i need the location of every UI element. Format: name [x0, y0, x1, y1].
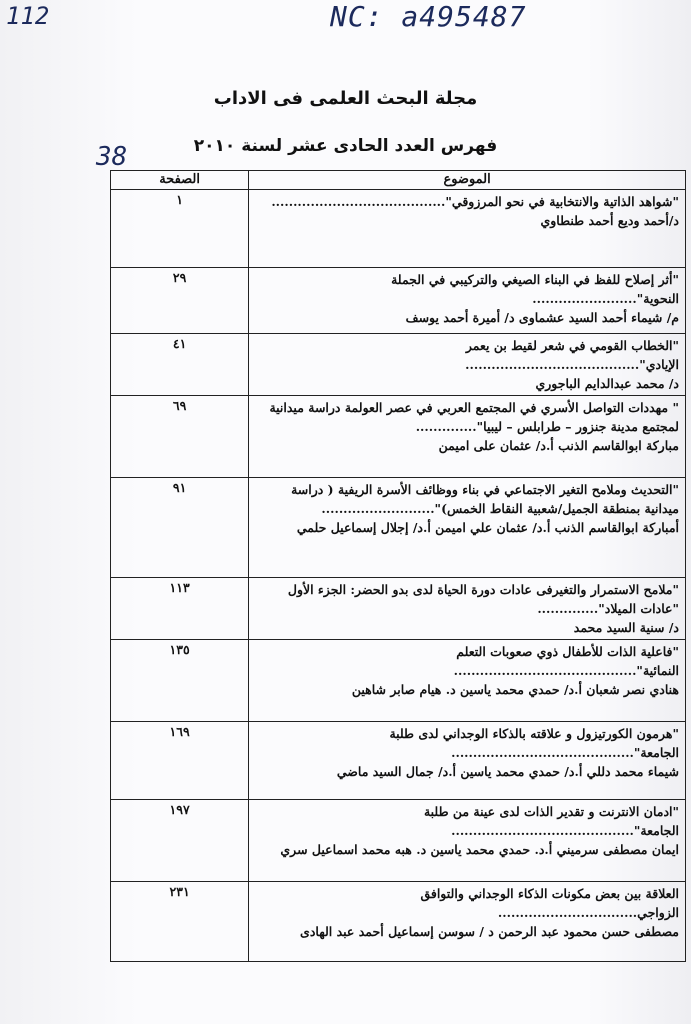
- index-title: فهرس العدد الحادى عشر لسنة ٢٠١٠: [193, 136, 498, 156]
- entry-authors: مباركة ابوالقاسم الذنب أ.د/ عثمان على اميمن: [438, 438, 679, 453]
- entry-authors: شيماء محمد دللي أ.د/ حمدي محمد ياسين أ.د/ جمال السيد ماضي: [336, 764, 679, 779]
- entry-authors: أمباركة ابوالقاسم الذنب أ.د/ عثمان علي اميمن أ.د/ إجلال إسماعيل حلمي: [296, 520, 679, 535]
- entry-authors: هنادي نصر شعبان أ.د/ حمدي محمد ياسين د. هيام صابر شاهين: [351, 682, 679, 697]
- entry-title: "التحديث وملامح التغير الاجتماعي في بناء ووظائف الأسرة الريفية ( دراسة ميدانية بمنطقة الجميل/شعبية النقاط الخمس)"..........................: [291, 482, 679, 516]
- entry-title: " مهددات التواصل الأسري في المجتمع العربي في عصر العولمة دراسة ميدانية لمجتمع مدينة جنزور – طرابلس – ليبيا"..............: [269, 400, 679, 434]
- table-row: [111, 800, 686, 882]
- column-header-topic: الموضوع: [249, 171, 686, 190]
- entry-page: ١٣٥: [111, 640, 249, 722]
- handwritten-side-number: 38: [96, 142, 128, 172]
- entry-title: "ملامح الاستمرار والتغيرفى عادات دورة الحياة لدى بدو الحضر: الجزء الأول "عادات الميلاد"..............: [287, 582, 679, 616]
- entry-page: ١٦٩: [111, 722, 249, 800]
- table-row: [111, 190, 686, 268]
- entry-title: "أثر إصلاح للفظ في البناء الصيغي والتركيبي في الجملة النحوية"........................: [391, 272, 679, 306]
- entry-page: ٩١: [111, 478, 249, 578]
- table-row: [111, 640, 686, 722]
- entry-title: العلاقة بين بعض مكونات الذكاء الوجداني والتوافق الزواجي................................: [420, 886, 679, 920]
- table-row: [111, 882, 686, 962]
- entry-title: "فاعلية الذات للأطفال ذوي صعوبات التعلم النمائية"..........................................: [453, 644, 679, 678]
- entry-authors: د/ سنية السيد محمد: [573, 620, 679, 635]
- table-row: [111, 334, 686, 396]
- table-row: [111, 478, 686, 578]
- entry-page: ٢٣١: [111, 882, 249, 962]
- entry-title: "الخطاب القومي في شعر لقيط بن يعمر الإيادي"........................................: [465, 338, 679, 372]
- contents-table: [110, 170, 686, 962]
- handwritten-page-number: 112: [6, 2, 50, 30]
- entry-page: ١: [111, 190, 249, 268]
- entry-page: ٤١: [111, 334, 249, 396]
- table-row: [111, 722, 686, 800]
- entry-page: ٢٩: [111, 268, 249, 334]
- column-header-page: الصفحة: [111, 171, 249, 190]
- entry-authors: د/أحمد وديع أحمد طنطاوي: [540, 213, 679, 228]
- entry-page: ٦٩: [111, 396, 249, 478]
- entry-authors: مصطفى حسن محمود عبد الرحمن د / سوسن إسماعيل أحمد عبد الهادى: [300, 924, 679, 939]
- journal-title: مجلة البحث العلمى فى الاداب: [213, 88, 478, 109]
- entry-page: ١١٣: [111, 578, 249, 640]
- entry-authors: د/ محمد عبدالدايم الباجوري: [535, 376, 679, 391]
- entry-title: "ادمان الانترنت و تقدير الذات لدى عينة من طلبة الجامعة"..........................................: [423, 804, 679, 838]
- entry-authors: م/ شيماء أحمد السيد عشماوى د/ أميرة أحمد يوسف: [405, 310, 679, 325]
- handwritten-archive-number: NC: a495487: [330, 0, 527, 33]
- entry-title: "هرمون الكورتيزول و علاقته بالذكاء الوجداني لدى طلبة الجامعة"..........................................: [389, 726, 679, 760]
- table-row: [111, 578, 686, 640]
- entry-page: ١٩٧: [111, 800, 249, 882]
- entry-title: "شواهد الذاتية والانتخابية في نحو المرزوقي"........................................: [271, 194, 679, 209]
- table-row: [111, 268, 686, 334]
- entry-authors: ايمان مصطفى سرميني أ.د. حمدي محمد ياسين د. هبه محمد اسماعيل سري: [280, 842, 679, 857]
- table-row: [111, 396, 686, 478]
